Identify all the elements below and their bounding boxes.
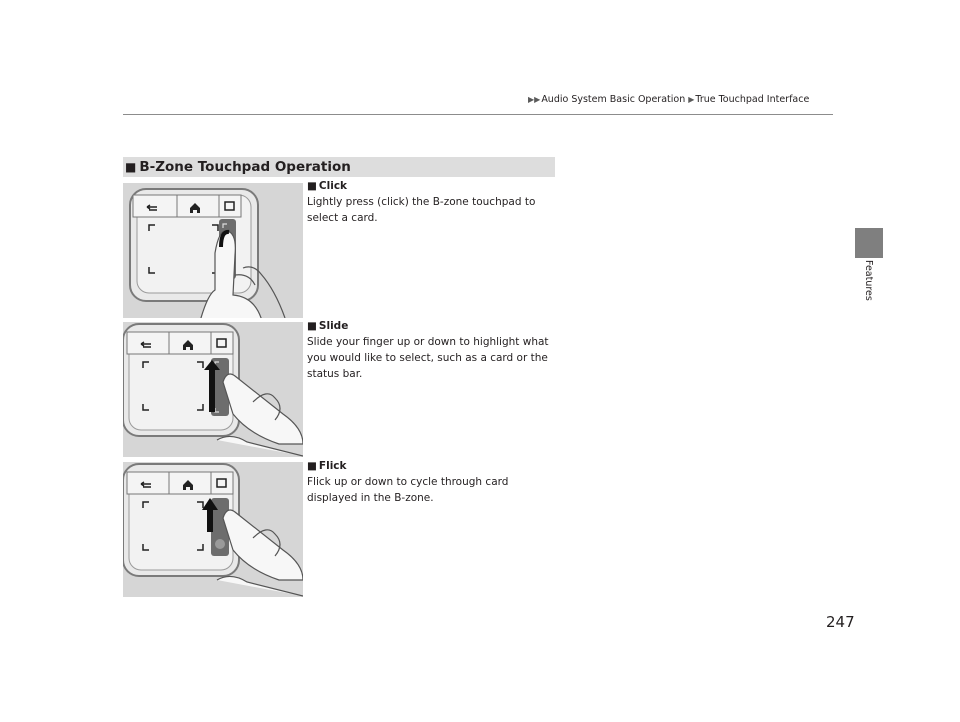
page-number: 247: [826, 613, 855, 631]
item-click: [307, 180, 557, 226]
flick-illustration: [123, 462, 303, 597]
square-bullet-icon: ■: [307, 460, 317, 472]
header-rule: [123, 114, 833, 115]
item-title: ■ Slide: [307, 320, 349, 332]
square-bullet-icon: ■: [307, 180, 317, 192]
click-illustration: [123, 183, 303, 318]
slide-illustration: [123, 322, 303, 457]
item-description: Lightly press (click) the B-zone touchpad to select a card.: [307, 196, 536, 224]
item-flick: [307, 460, 557, 506]
breadcrumb: [528, 94, 809, 105]
breadcrumb-part2[interactable]: True Touchpad Interface: [695, 94, 810, 105]
chapter-tab: [855, 228, 883, 258]
square-bullet-icon: ■: [125, 160, 137, 174]
breadcrumb-arrow-icon: ▶: [688, 95, 695, 104]
chapter-label: Features: [863, 260, 874, 301]
section-heading: [123, 157, 555, 177]
section-title: B-Zone Touchpad Operation: [139, 159, 351, 175]
item-description: Slide your finger up or down to highlight what you would like to select, such as a card or the status bar.: [307, 336, 549, 380]
item-description: Flick up or down to cycle through card displayed in the B-zone.: [307, 476, 509, 504]
breadcrumb-part1[interactable]: Audio System Basic Operation: [541, 94, 686, 105]
item-title: ■ Flick: [307, 460, 347, 472]
square-bullet-icon: ■: [307, 320, 317, 332]
item-title: ■ Click: [307, 180, 348, 192]
item-slide: [307, 320, 557, 382]
breadcrumb-arrow-icon: ▶▶: [528, 95, 541, 104]
